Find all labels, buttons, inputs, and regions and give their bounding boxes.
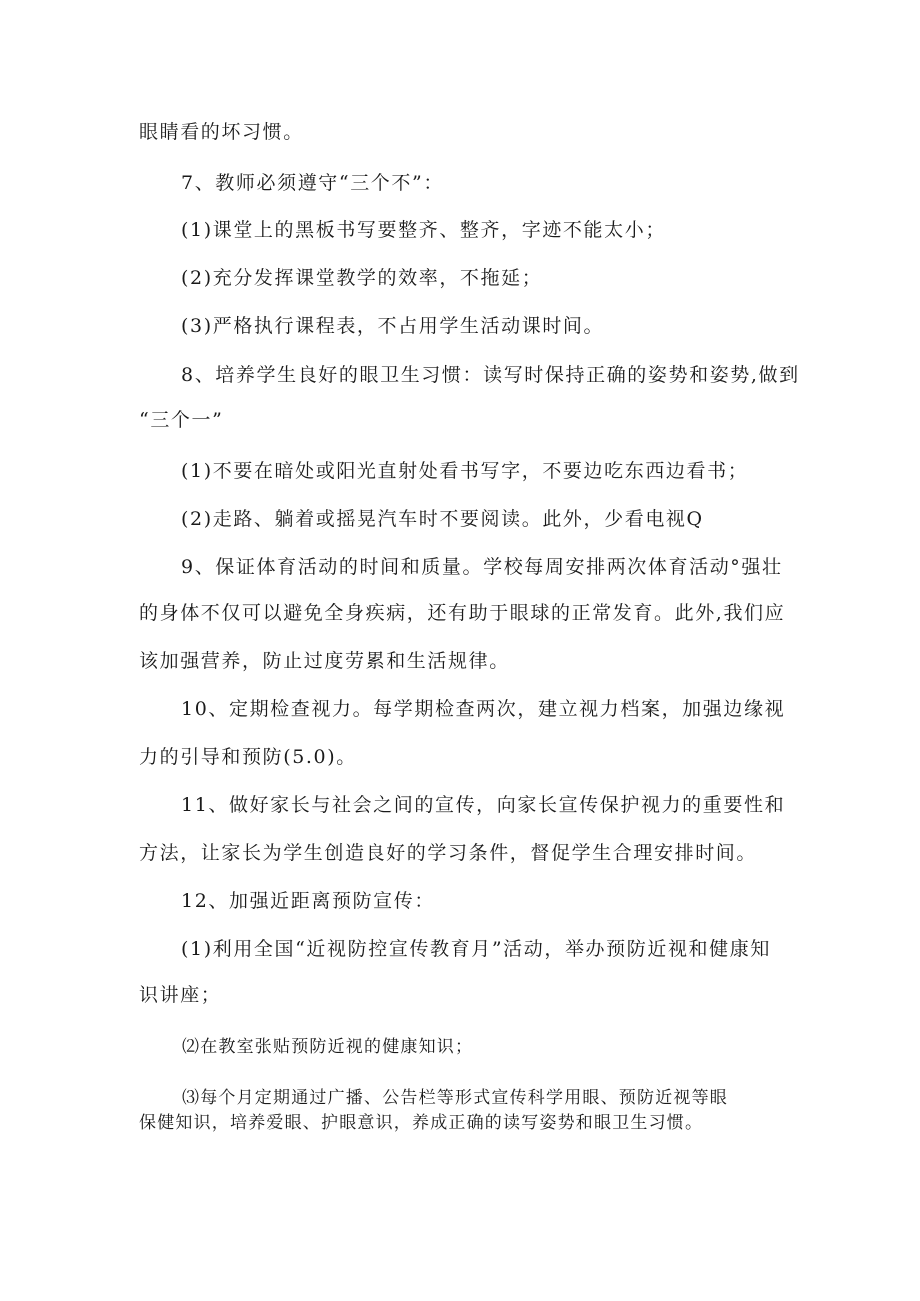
text-line-16: 方法，让家长为学生创造良好的学习条件，督促学生合理安排时间。: [139, 842, 758, 864]
text-line-3: (1)课堂上的黑板书写要整齐、整齐，字迹不能太小；: [181, 219, 666, 241]
text-line-2: 7、教师必须遵守“三个不”：: [181, 172, 444, 194]
text-line-10: 9、保证体育活动的时间和质量。学校每周安排两次体育活动°强壮: [181, 556, 783, 578]
text-line-4: (2)充分发挥课堂教学的效率，不拖延；: [181, 267, 543, 289]
text-line-20: ⑵在教室张贴预防近视的健康知识；: [182, 1037, 474, 1057]
text-line-21: ⑶每个月定期通过广播、公告栏等形式宣传科学用眼、预防近视等眼: [182, 1088, 728, 1108]
text-line-14: 力的引导和预防(5.0)。: [139, 746, 357, 768]
text-line-6: 8、培养学生良好的眼卫生习惯：读写时保持正确的姿势和姿势,做到: [181, 364, 800, 386]
text-line-19: 识讲座；: [139, 984, 222, 1006]
text-line-9: (2)走路、躺着或摇晃汽车时不要阅读。此外，少看电视Q: [181, 508, 704, 530]
text-line-15: 11、做好家长与社会之间的宣传，向家长宣传保护视力的重要性和: [181, 794, 786, 816]
text-line-13: 10、定期检查视力。每学期检查两次，建立视力档案，加强边缘视: [181, 698, 786, 720]
text-line-12: 该加强营养，防止过度劳累和生活规律。: [139, 650, 510, 672]
text-line-1: 眼睛看的坏习惯。: [139, 121, 304, 143]
text-line-11: 的身体不仅可以避免全身疾病，还有助于眼球的正常发育。此外,我们应: [139, 602, 786, 624]
text-line-7: “三个一”: [139, 409, 224, 431]
text-line-8: (1)不要在暗处或阳光直射处看书写字，不要边吃东西边看书；: [181, 460, 749, 482]
text-line-17: 12、加强近距离预防宣传：: [181, 890, 435, 912]
text-line-22: 保健知识，培养爱眼、护眼意识，养成正确的读写姿势和眼卫生习惯。: [139, 1113, 704, 1133]
text-line-5: (3)严格执行课程表，不占用学生活动课时间。: [181, 315, 605, 337]
text-line-18: (1)利用全国“近视防控宣传教育月”活动，举办预防近视和健康知: [181, 938, 771, 960]
